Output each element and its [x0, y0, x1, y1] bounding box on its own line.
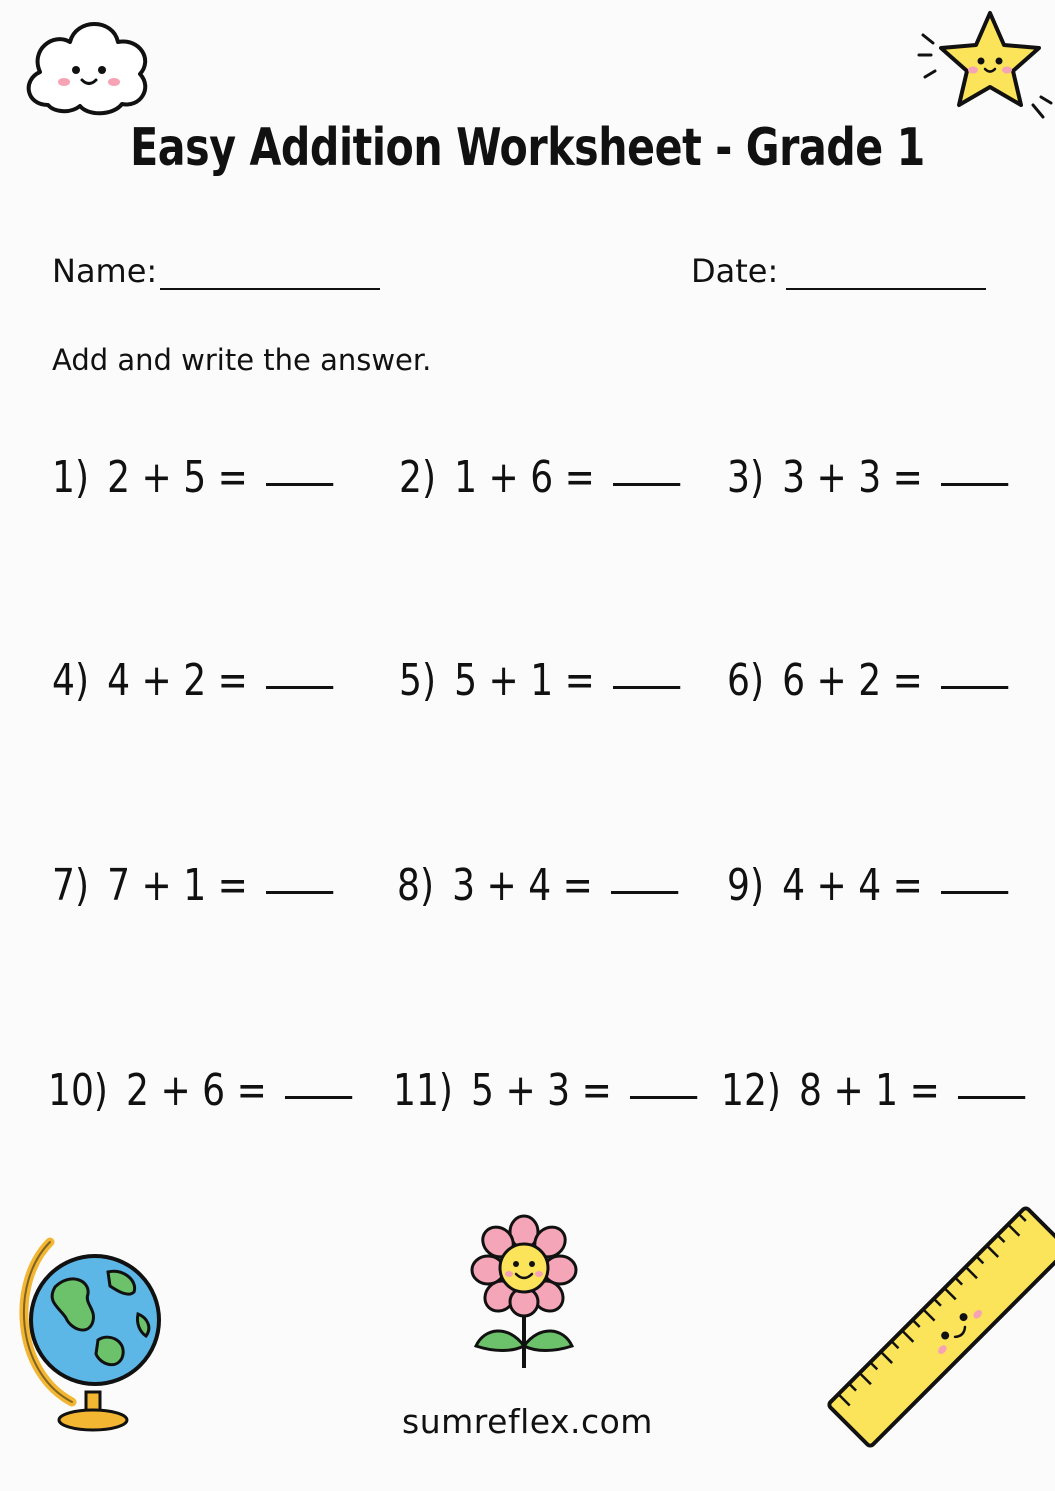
problem-7	[52, 860, 333, 911]
problem-expression: 8 + 1 =	[799, 1065, 940, 1116]
answer-blank[interactable]	[611, 891, 678, 894]
problem-expression: 2 + 6 =	[126, 1065, 267, 1116]
problem-5	[399, 655, 680, 706]
date-label: Date:	[691, 252, 779, 290]
problem-expression: 3 + 4 =	[452, 860, 593, 911]
star-icon	[915, 5, 1055, 130]
problem-number: 4)	[52, 655, 90, 706]
answer-blank[interactable]	[266, 483, 333, 486]
problem-4	[52, 655, 333, 706]
problem-expression: 3 + 3 =	[782, 452, 923, 503]
answer-blank[interactable]	[613, 686, 680, 689]
problem-2	[399, 452, 680, 503]
problem-expression: 5 + 3 =	[471, 1065, 612, 1116]
answer-blank[interactable]	[266, 891, 333, 894]
name-field[interactable]	[160, 288, 380, 290]
answer-blank[interactable]	[941, 483, 1008, 486]
problem-number: 6)	[727, 655, 765, 706]
problem-12	[721, 1065, 1025, 1116]
problem-number: 9)	[727, 860, 765, 911]
flower-icon	[466, 1212, 584, 1372]
instructions: Add and write the answer.	[52, 343, 432, 377]
problem-number: 10)	[48, 1065, 108, 1116]
problem-number: 1)	[52, 452, 90, 503]
problem-number: 12)	[721, 1065, 781, 1116]
page-title: Easy Addition Worksheet - Grade 1	[130, 118, 925, 178]
ruler-icon	[846, 1212, 1051, 1442]
website-footer: sumreflex.com	[402, 1402, 653, 1441]
answer-blank[interactable]	[958, 1096, 1025, 1099]
problem-expression: 5 + 1 =	[454, 655, 595, 706]
problem-6	[727, 655, 1008, 706]
problem-number: 11)	[393, 1065, 453, 1116]
cloud-icon	[18, 10, 153, 120]
answer-blank[interactable]	[613, 483, 680, 486]
problem-8	[397, 860, 678, 911]
name-label: Name:	[52, 252, 158, 290]
answer-blank[interactable]	[941, 891, 1008, 894]
problem-expression: 4 + 2 =	[107, 655, 248, 706]
problem-1	[52, 452, 333, 503]
problem-expression: 1 + 6 =	[454, 452, 595, 503]
problem-number: 8)	[397, 860, 435, 911]
problem-number: 3)	[727, 452, 765, 503]
answer-blank[interactable]	[266, 686, 333, 689]
problem-10	[48, 1065, 352, 1116]
problem-expression: 6 + 2 =	[782, 655, 923, 706]
date-field[interactable]	[786, 288, 986, 290]
problem-3	[727, 452, 1008, 503]
problem-number: 5)	[399, 655, 437, 706]
answer-blank[interactable]	[630, 1096, 697, 1099]
problem-expression: 4 + 4 =	[782, 860, 923, 911]
problem-number: 2)	[399, 452, 437, 503]
answer-blank[interactable]	[285, 1096, 352, 1099]
answer-blank[interactable]	[941, 686, 1008, 689]
problem-expression: 2 + 5 =	[107, 452, 248, 503]
problem-11	[393, 1065, 697, 1116]
problem-9	[727, 860, 1008, 911]
problem-number: 7)	[52, 860, 90, 911]
problem-expression: 7 + 1 =	[107, 860, 248, 911]
